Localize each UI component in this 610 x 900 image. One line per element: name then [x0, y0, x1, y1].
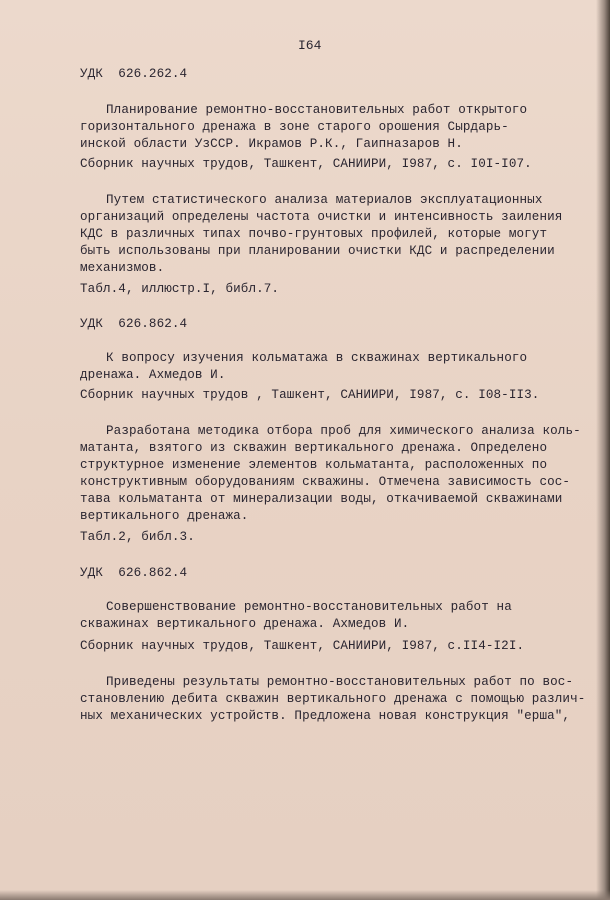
abstract-line: конструктивным оборудованиям скважины. Отмечена зависимость сос-	[80, 475, 571, 489]
abstract-line: Разработана методика отбора проб для химического анализа коль-	[106, 424, 581, 438]
entry-title-line: скважинах вертикального дренажа. Ахмедов И.	[80, 617, 410, 631]
entry-source: Сборник научных трудов, Ташкент, САНИИРИ, I987, с.II4-I2I.	[80, 639, 525, 653]
abstract-line: матанта, взятого из скважин вертикального дренажа. Определено	[80, 441, 548, 455]
entry-stats: Табл.4, иллюстр.I, библ.7.	[80, 282, 280, 296]
udk-code: УДК 626.862.4	[80, 566, 188, 580]
abstract-line: Приведены результаты ремонтно-восстановительных работ по вос-	[106, 675, 574, 689]
entry-title-line: К вопросу изучения кольматажа в скважинах вертикального	[106, 351, 528, 365]
udk-code: УДК 626.862.4	[80, 317, 188, 331]
entry-source: Сборник научных трудов , Ташкент, САНИИРИ, I987, с. I08-II3.	[80, 388, 540, 402]
abstract-line: структурное изменение элементов кольматанта, расположенных по	[80, 458, 548, 472]
abstract-line: ных механических устройств. Предложена новая конструкция "ерша",	[80, 709, 571, 723]
abstract-line: организаций определены частота очистки и интенсивность заиления	[80, 210, 563, 224]
abstract-line: вертикального дренажа.	[80, 509, 249, 523]
page-edge-shadow	[596, 0, 610, 900]
entry-title-line: дренажа. Ахмедов И.	[80, 368, 226, 382]
abstract-line: механизмов.	[80, 261, 165, 275]
abstract-line: быть использованы при планировании очистки КДС и распределении	[80, 244, 555, 258]
abstract-line: Путем статистического анализа материалов эксплуатационных	[106, 193, 543, 207]
entry-title-line: горизонтального дренажа в зоне старого орошения Сырдарь-	[80, 120, 509, 134]
entry-stats: Табл.2, библ.3.	[80, 530, 195, 544]
abstract-line: становлению дебита скважин вертикального дренажа с помощью различ-	[80, 692, 586, 706]
entry-title-line: инской области УзССР. Икрамов Р.К., Гаипназаров Н.	[80, 137, 463, 151]
entry-title-line: Планирование ремонтно-восстановительных работ открытого	[106, 103, 528, 117]
page-bottom-shadow	[0, 890, 610, 900]
abstract-line: КДС в различных типах почво-грунтовых профилей, которые могут	[80, 227, 548, 241]
entry-source: Сборник научных трудов, Ташкент, САНИИРИ, I987, с. I0I-I07.	[80, 157, 532, 171]
abstract-line: тава кольматанта от минерализации воды, откачиваемой скважинами	[80, 492, 563, 506]
page-number: I64	[298, 38, 322, 53]
udk-code: УДК 626.262.4	[80, 67, 188, 81]
entry-title-line: Совершенствование ремонтно-восстановительных работ на	[106, 600, 512, 614]
